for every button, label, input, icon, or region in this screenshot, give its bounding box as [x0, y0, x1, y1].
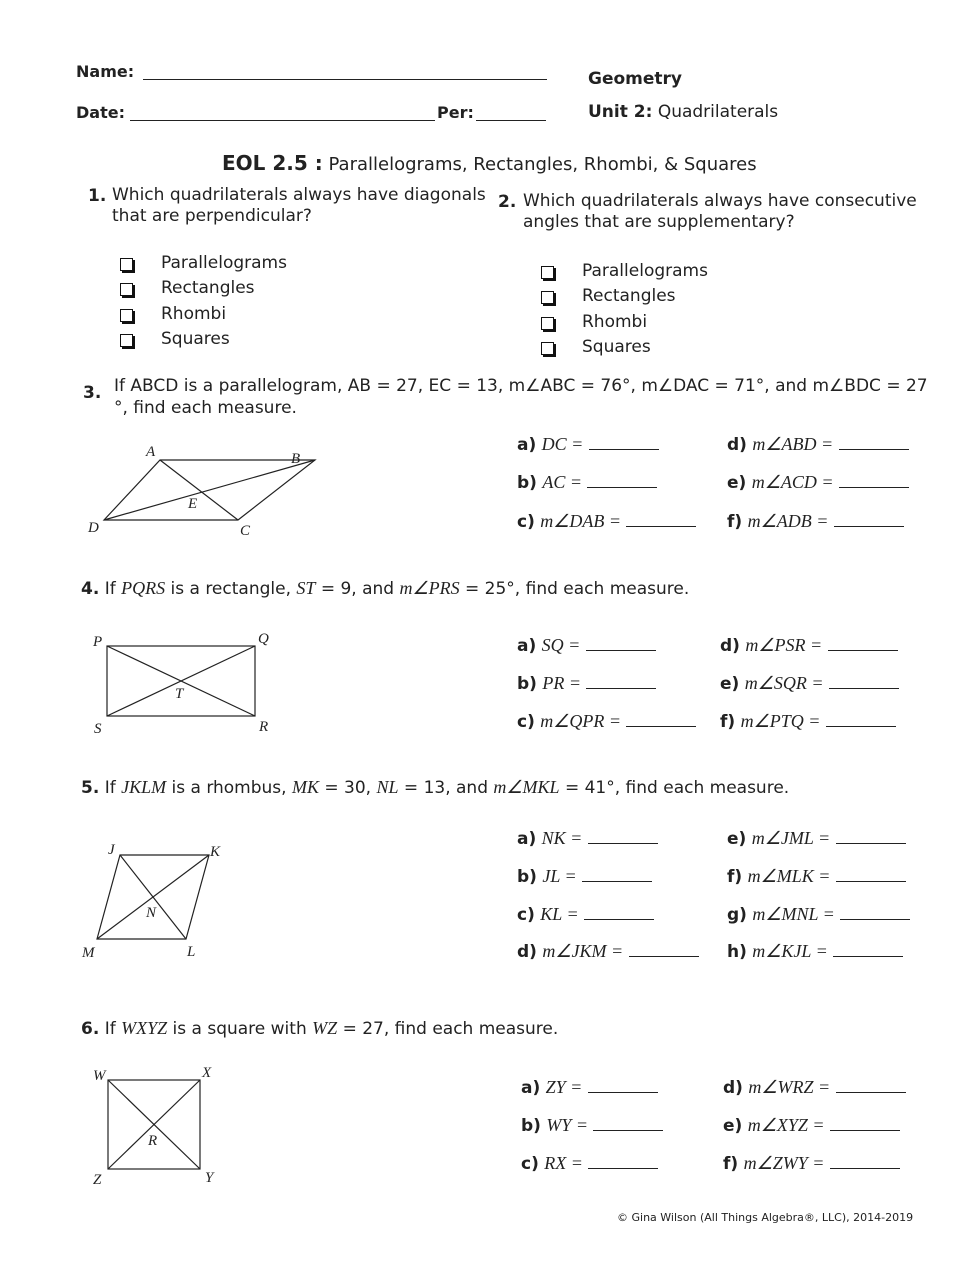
q1-checkbox-rectangles[interactable] [120, 281, 133, 300]
vertex-label: L [187, 944, 196, 960]
q5-part: a) NK = [517, 828, 658, 849]
q5-part: f) m∠MLK = [727, 866, 906, 887]
q3-part: a) DC = [517, 434, 659, 455]
q4-part: b) PR = [517, 673, 656, 694]
vertex-label: J [108, 842, 115, 858]
unit-heading [588, 102, 778, 122]
q3-part: d) m∠ABD = [727, 434, 909, 455]
q6-part: a) ZY = [521, 1077, 658, 1098]
q2-option: Parallelograms [582, 261, 708, 281]
vertex-label: X [202, 1065, 212, 1081]
vertex-label: R [148, 1133, 158, 1149]
q5-text: 5. If JKLM is a rhombus, MK = 30, NL = 13, and m∠MKL = 41°, find each measure. [81, 777, 790, 798]
q1-checkbox-squares[interactable] [120, 332, 133, 351]
q3-text-line2: °, find each measure. [114, 398, 297, 418]
vertex-label: Q [258, 631, 269, 647]
vertex-label: W [93, 1068, 106, 1084]
vertex-label: B [291, 451, 301, 467]
q6-part: f) m∠ZWY = [723, 1153, 900, 1174]
q1-text-line1: Which quadrilaterals always have diagonals [112, 185, 486, 205]
q4-part: e) m∠SQR = [720, 673, 899, 694]
q5-part: e) m∠JML = [727, 828, 906, 849]
q2-option: Rectangles [582, 286, 676, 306]
date-field[interactable] [130, 120, 435, 121]
q3-part: c) m∠DAB = [517, 511, 696, 532]
q6-part: b) WY = [521, 1115, 663, 1136]
q2-text-line1: Which quadrilaterals always have consecutive [523, 191, 917, 211]
q3-part: f) m∠ADB = [727, 511, 904, 532]
vertex-label: P [93, 634, 103, 650]
q4-text: 4. If PQRS is a rectangle, ST = 9, and m∠PRS = 25°, find each measure. [81, 578, 690, 599]
vertex-label: K [210, 844, 221, 860]
vertex-label: S [94, 721, 102, 737]
rectangle-figure [85, 625, 285, 740]
q4-part: f) m∠PTQ = [720, 711, 896, 732]
q6-part: d) m∠WRZ = [723, 1077, 906, 1098]
q2-checkbox-rectangles[interactable] [541, 289, 554, 308]
q2-number: 2. [498, 192, 517, 212]
q2-text-line2: angles that are supplementary? [523, 212, 795, 232]
q5-part: b) JL = [517, 866, 652, 887]
name-label: Name: [76, 62, 135, 81]
q1-number: 1. [88, 186, 107, 206]
q6-part: e) m∠XYZ = [723, 1115, 900, 1136]
q1-text-line2: that are perpendicular? [112, 206, 312, 226]
q5-part: g) m∠MNL = [727, 904, 910, 925]
per-label: Per: [437, 103, 474, 122]
q2-option: Rhombi [582, 312, 648, 332]
q1-option: Parallelograms [161, 253, 287, 273]
q2-option: Squares [582, 337, 651, 357]
name-field[interactable] [143, 79, 547, 80]
vertex-label: E [188, 496, 198, 512]
q1-option: Rhombi [161, 304, 227, 324]
vertex-label: M [82, 945, 95, 961]
parallelogram-figure [80, 438, 320, 543]
q5-part: c) KL = [517, 904, 654, 925]
q4-part: d) m∠PSR = [720, 635, 898, 656]
square-figure [85, 1060, 235, 1190]
unit-name: Quadrilaterals [657, 102, 779, 122]
q2-checkbox-squares[interactable] [541, 340, 554, 359]
vertex-label: A [146, 444, 156, 460]
vertex-label: T [175, 686, 184, 702]
q3-part: b) AC = [517, 472, 657, 493]
date-label: Date: [76, 103, 125, 122]
q1-checkbox-rhombi[interactable] [120, 307, 133, 326]
unit-label: Unit 2: [588, 102, 653, 122]
q4-part: c) m∠QPR = [517, 711, 696, 732]
q2-checkbox-rhombi[interactable] [541, 315, 554, 334]
q3-text-line1: If ABCD is a parallelogram, AB = 27, EC = 13, m∠ABC = 76°, m∠DAC = 71°, and m∠BDC = 27 [114, 376, 928, 396]
q1-checkbox-parallelograms[interactable] [120, 256, 133, 275]
q1-option: Rectangles [161, 278, 255, 298]
q3-number: 3. [83, 383, 102, 403]
vertex-label: Y [205, 1170, 214, 1186]
q3-part: e) m∠ACD = [727, 472, 909, 493]
q5-part: h) m∠KJL = [727, 941, 903, 962]
vertex-label: D [88, 520, 99, 536]
vertex-label: N [146, 905, 157, 921]
q4-part: a) SQ = [517, 635, 656, 656]
q2-checkbox-parallelograms[interactable] [541, 264, 554, 283]
q6-part: c) RX = [521, 1153, 658, 1174]
q5-part: d) m∠JKM = [517, 941, 699, 962]
vertex-label: Z [93, 1172, 102, 1188]
period-field[interactable] [476, 120, 546, 121]
rhombus-figure [78, 835, 238, 965]
vertex-label: R [259, 719, 269, 735]
vertex-label: C [240, 523, 251, 539]
title-code: EOL 2.5 : [222, 151, 323, 175]
q1-option: Squares [161, 329, 230, 349]
course-title: Geometry [588, 69, 682, 89]
title-text: Parallelograms, Rectangles, Rhombi, & Squares [328, 154, 757, 175]
q6-text: 6. If WXYZ is a square with WZ = 27, find each measure. [81, 1018, 559, 1039]
page-title [222, 151, 757, 175]
copyright-footer: © Gina Wilson (All Things Algebra®, LLC), 2014-2019 [617, 1211, 914, 1224]
